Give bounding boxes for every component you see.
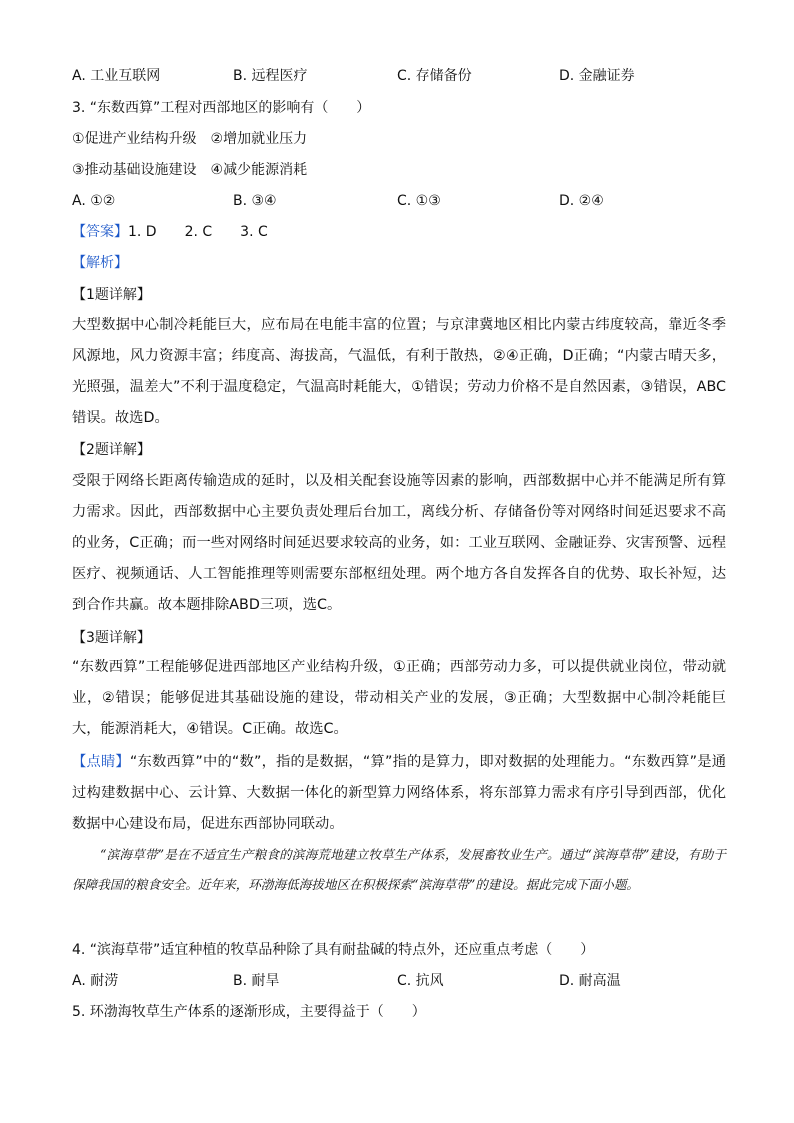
prev-question-options <box>72 66 732 86</box>
detail-2-title: 【2题详解】 <box>72 442 151 458</box>
detail-1-title: 【1题详解】 <box>72 287 151 303</box>
question-3-stem: 3. “东数西算”工程对西部地区的影响有（ ） <box>72 100 371 116</box>
question-4-stem: 4. “滨海草带”适宜种植的牧草品种除了具有耐盐碱的特点外，还应重点考虑（ ） <box>72 942 595 958</box>
question-3-options <box>72 191 732 211</box>
answer-label: 【答案】 <box>72 224 128 240</box>
material-passage: “滨海草带”是在不适宜生产粮食的滨海荒地建立牧草生产体系，发展畜牧业生产。通过“滨海草带”建设，有助于保障我国的粮食安全。近年来，环渤海低海拔地区在积极探索“滨海草带”的建设。据此完成下面小题。 <box>72 847 726 892</box>
option-d: D. 金融证券 <box>559 68 635 84</box>
detail-3-body: “东数西算”工程能够促进西部地区产业结构升级，①正确；西部劳动力多，可以提供就业岗位，带动就业，②错误；能够促进其基础设施的建设，带动相关产业的发展，③正确；大型数据中心制冷耗能巨大，能源消耗大，④错误。C正确。故选C。 <box>72 659 726 737</box>
tip-paragraph <box>72 747 726 840</box>
option-d: D. ②④ <box>559 193 604 209</box>
answer-line <box>72 222 268 242</box>
option-c: C. ①③ <box>397 193 441 209</box>
option-a: A. 耐涝 <box>72 973 119 989</box>
option-c: C. 抗风 <box>397 973 444 989</box>
detail-1-body: 大型数据中心制冷耗能巨大，应布局在电能丰富的位置；与京津冀地区相比内蒙古纬度较高，靠近冬季风源地，风力资源丰富；纬度高、海拔高，气温低，有利于散热，②④正确，D正确；“内蒙古晴天多，光照强，温差大”不利于温度稳定，气温高时耗能大，①错误；劳动力价格不是自然因素，③错误，ABC错误。故选D。 <box>72 317 726 426</box>
tip-label: 【点睛】 <box>72 754 130 770</box>
option-c: C. 存储备份 <box>397 68 472 84</box>
question-3-items-2: ③推动基础设施建设 ④减少能源消耗 <box>72 162 308 178</box>
option-b: B. 耐旱 <box>233 973 280 989</box>
tip-body: “东数西算”中的“数”，指的是数据，“算”指的是算力，即对数据的处理能力。“东数西算”是通过构建数据中心、云计算、大数据一体化的新型算力网络体系，将东部算力需求有序引导到西部，优化数据中心建设布局，促进东西部协同联动。 <box>72 754 727 832</box>
option-b: B. 远程医疗 <box>233 68 308 84</box>
question-5-stem: 5. 环渤海牧草生产体系的逐渐形成，主要得益于（ ） <box>72 1004 426 1020</box>
detail-3-title: 【3题详解】 <box>72 630 151 646</box>
detail-2-body: 受限于网络长距离传输造成的延时，以及相关配套设施等因素的影响，西部数据中心并不能满足所有算力需求。因此，西部数据中心主要负责处理后台加工，离线分析、存储备份等对网络时间延迟要求不高的业务，C正确；而一些对网络时间延迟要求较高的业务，如：工业互联网、金融证券、灾害预警、远程医疗、视频通话、人工智能推理等则需要东部枢纽处理。两个地方各自发挥各自的优势、取长补短，达到合作共赢。故本题排除ABD三项，选C。 <box>72 473 726 613</box>
option-b: B. ③④ <box>233 193 277 209</box>
option-a: A. 工业互联网 <box>72 68 161 84</box>
analysis-label: 【解析】 <box>72 255 128 271</box>
question-4-options <box>72 971 732 991</box>
question-3-items-1: ①促进产业结构升级 ②增加就业压力 <box>72 131 308 147</box>
answer-text: 1. D 2. C 3. C <box>128 224 268 240</box>
option-a: A. ①② <box>72 193 116 209</box>
option-d: D. 耐高温 <box>559 973 621 989</box>
